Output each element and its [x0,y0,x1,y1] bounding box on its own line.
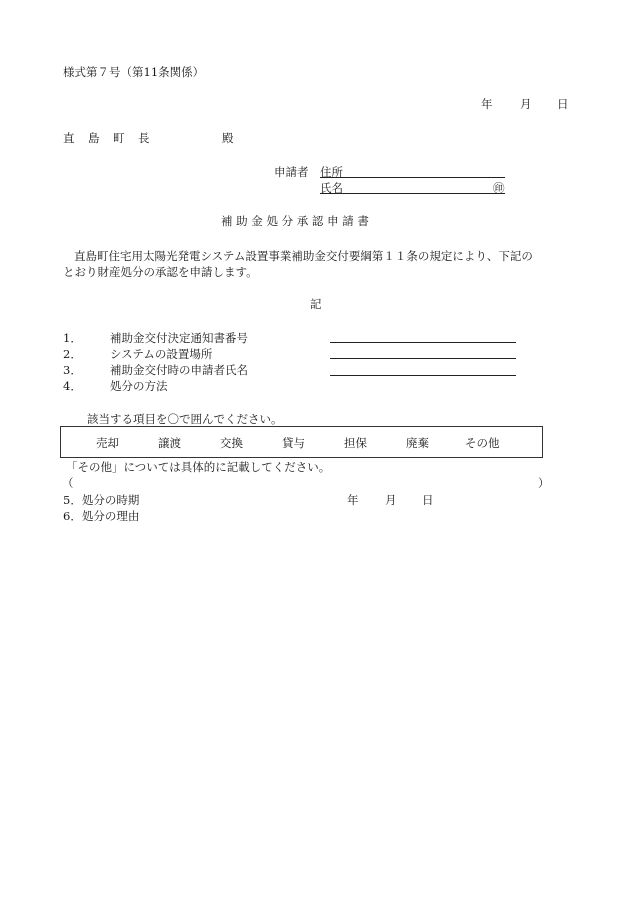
option-item[interactable]: 担保 [344,436,367,450]
option-item[interactable]: その他 [465,436,500,450]
name-label: 氏名 [320,181,343,195]
item5-year: 年 [347,493,359,507]
address-field[interactable] [320,177,505,178]
date-month: 月 [520,97,532,111]
seal-mark: ㊞ [493,181,505,195]
recipient-char: 町 [113,131,125,145]
name-field[interactable] [320,193,505,194]
recipient-char: 島 [88,131,100,145]
item-number: 3． [63,363,82,377]
ki-heading: 記 [310,297,322,311]
applicant-name-field[interactable] [330,375,516,376]
item-label: 補助金交付時の申請者氏名 [110,363,248,377]
date-day: 日 [557,97,569,111]
item5-label: 5．処分の時期 [63,493,140,507]
item-label: システムの設置場所 [110,347,213,361]
applicant-label: 申請者 [274,165,309,179]
install-location-field[interactable] [330,358,516,359]
form-number: 様式第７号（第11条関係） [63,65,205,79]
recipient-char: 長 [138,131,150,145]
circle-instruction: 該当する項目を〇で囲んでください。 [87,412,283,426]
option-item[interactable]: 廃棄 [406,436,429,450]
date-year: 年 [481,97,493,111]
address-label: 住所 [320,165,343,179]
paren-close: ） [538,476,550,490]
document-title: 補 助 金 処 分 承 認 申 請 書 [221,214,369,228]
item6-label: 6．処分の理由 [63,509,140,523]
option-item[interactable]: 譲渡 [158,436,181,450]
item-label: 処分の方法 [110,379,168,393]
item-number: 4． [63,379,82,393]
item-number: 1． [63,331,82,345]
option-item[interactable]: 貸与 [282,436,305,450]
option-item[interactable]: 交換 [220,436,243,450]
recipient-honorific: 殿 [222,131,234,145]
item5-month: 月 [385,493,397,507]
item-number: 2． [63,347,82,361]
other-instruction: 「その他」については具体的に記載してください。 [66,460,331,474]
item-label: 補助金交付決定通知書番号 [110,331,248,345]
paren-open: （ [62,476,74,490]
item5-day: 日 [422,493,434,507]
notice-number-field[interactable] [330,342,516,343]
recipient-char: 直 [63,131,75,145]
body-line-1: 直島町住宅用太陽光発電システム設置事業補助金交付要綱第１１条の規定により、下記の [74,249,533,263]
body-line-2: とおり財産処分の承認を申請します。 [63,265,258,279]
option-item[interactable]: 売却 [96,436,119,450]
